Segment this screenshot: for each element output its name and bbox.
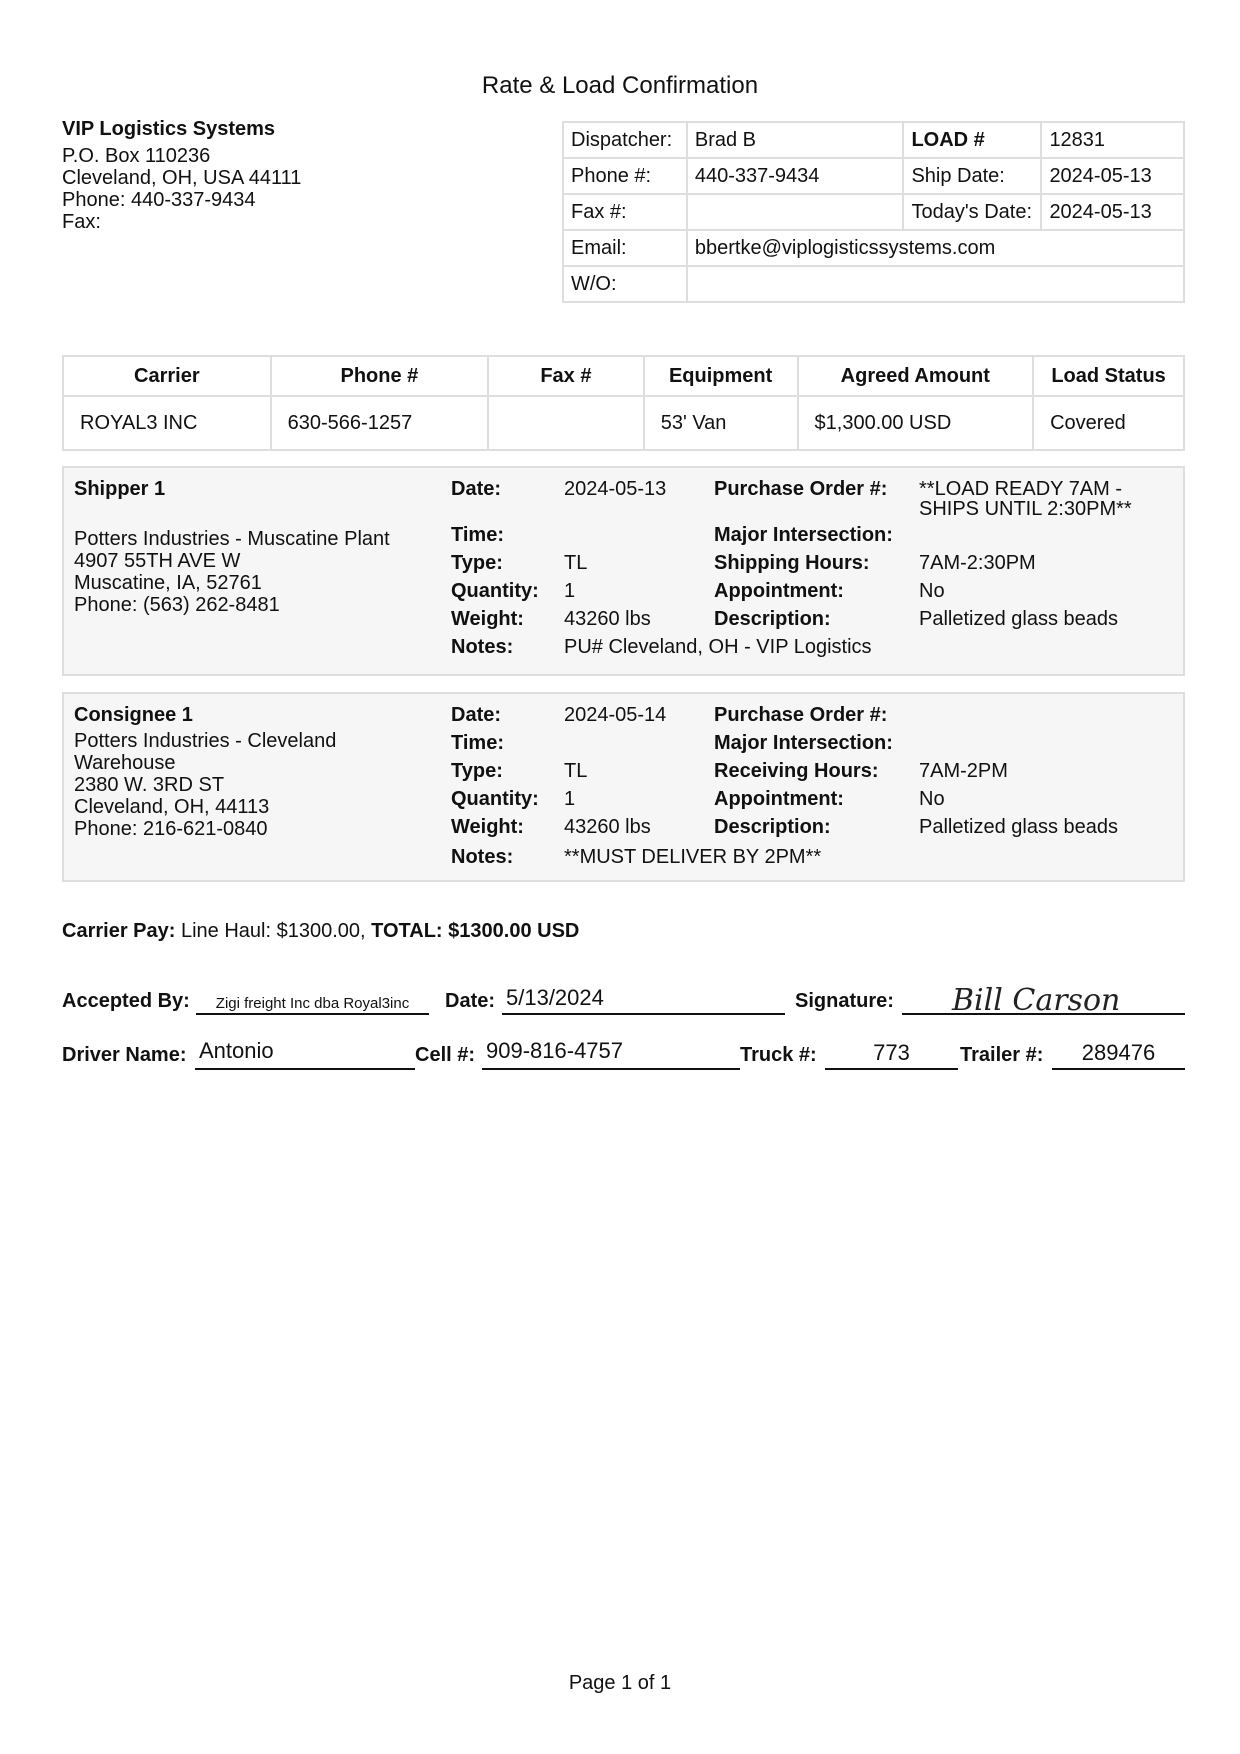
dispatch-fax-label: Fax #: — [563, 194, 687, 230]
shipper-time-label: Time: — [451, 524, 504, 546]
handwritten-signature — [902, 980, 1185, 1015]
driver-name-label: Driver Name: — [62, 1044, 187, 1066]
signature-field[interactable] — [902, 980, 1185, 1015]
consignee-appointment-value: No — [919, 788, 945, 810]
trailer-label: Trailer #: — [960, 1044, 1044, 1066]
consignee-type-label: Type: — [451, 760, 503, 782]
consignee-city: Cleveland, OH, 44113 — [74, 796, 270, 818]
company-fax: Fax: — [62, 211, 101, 233]
dispatch-phone-value: 440-337-9434 — [687, 158, 904, 194]
shipper-section — [62, 466, 1185, 676]
line-haul: Line Haul: $1300.00, — [180, 920, 366, 942]
carrier-table — [62, 355, 1185, 451]
consignee-appointment-label: Appointment: — [714, 788, 844, 810]
company-phone: Phone: 440-337-9434 — [62, 189, 256, 211]
signature-text: Bill Carson — [952, 983, 1121, 1015]
table-row — [63, 396, 1184, 450]
accept-date-field[interactable]: 5/13/2024 — [502, 985, 785, 1015]
carrier-pay-label: Carrier Pay: — [62, 920, 176, 942]
email-label: Email: — [563, 230, 687, 266]
consignee-intersection-label: Major Intersection: — [714, 732, 893, 754]
cell-field[interactable]: 909-816-4757 — [482, 1038, 740, 1070]
shipper-intersection-label: Major Intersection: — [714, 524, 893, 546]
consignee-hours-label: Receiving Hours: — [714, 760, 879, 782]
accepted-by-label: Accepted By: — [62, 990, 190, 1012]
work-order-label: W/O: — [563, 266, 687, 302]
carrier-name: ROYAL3 INC — [63, 396, 271, 450]
company-name: VIP Logistics Systems — [62, 118, 276, 140]
shipper-hours-label: Shipping Hours: — [714, 552, 870, 574]
shipper-title: Shipper 1 — [74, 478, 166, 500]
accept-date-label: Date: — [445, 990, 496, 1012]
shipper-po-line1: **LOAD READY 7AM - — [919, 478, 1123, 500]
page-number: Page 1 of 1 — [568, 1672, 672, 1694]
consignee-weight-value: 43260 lbs — [564, 816, 651, 838]
cell-label: Cell #: — [415, 1044, 476, 1066]
dispatch-details-table — [562, 121, 1185, 303]
shipper-hours-value: 7AM-2:30PM — [919, 552, 1036, 574]
shipper-type-label: Type: — [451, 552, 503, 574]
shipper-appointment-value: No — [919, 580, 945, 602]
shipper-description-value: Palletized glass beads — [919, 608, 1119, 630]
truck-label: Truck #: — [740, 1044, 817, 1066]
driver-name-field[interactable]: Antonio — [195, 1038, 415, 1070]
equipment: 53' Van — [644, 396, 798, 450]
truck-field[interactable]: 773 — [825, 1040, 958, 1070]
ship-date-label: Ship Date: — [903, 158, 1041, 194]
carrier-fax — [488, 396, 644, 450]
shipper-type-value: TL — [564, 552, 588, 574]
shipper-street: 4907 55TH AVE W — [74, 550, 241, 572]
consignee-street: 2380 W. 3RD ST — [74, 774, 225, 796]
shipper-po-label: Purchase Order #: — [714, 478, 888, 500]
company-info — [62, 118, 301, 233]
dispatch-fax-value — [687, 194, 904, 230]
consignee-po-label: Purchase Order #: — [714, 704, 888, 726]
consignee-description-value: Palletized glass beads — [919, 816, 1119, 838]
dispatch-phone-label: Phone #: — [563, 158, 687, 194]
load-number-label: LOAD # — [903, 122, 1041, 158]
shipper-weight-value: 43260 lbs — [564, 608, 651, 630]
consignee-type-value: TL — [564, 760, 588, 782]
consignee-hours-value: 7AM-2PM — [919, 760, 1008, 782]
carrier-pay-line — [62, 920, 579, 943]
todays-date-label: Today's Date: — [903, 194, 1041, 230]
todays-date-value: 2024-05-13 — [1041, 194, 1184, 230]
consignee-notes-label: Notes: — [451, 846, 514, 868]
header-fax: Fax # — [488, 356, 644, 396]
consignee-weight-label: Weight: — [451, 816, 524, 838]
consignee-notes-value: **MUST DELIVER BY 2PM** — [564, 846, 822, 868]
document-title: Rate & Load Confirmation — [481, 72, 759, 99]
ship-date-value: 2024-05-13 — [1041, 158, 1184, 194]
consignee-date-label: Date: — [451, 704, 502, 726]
trailer-field[interactable]: 289476 — [1052, 1040, 1185, 1070]
shipper-date-label: Date: — [451, 478, 502, 500]
shipper-quantity-value: 1 — [564, 580, 576, 602]
agreed-amount: $1,300.00 USD — [798, 396, 1034, 450]
email-value: bbertke@viplogisticssystems.com — [687, 230, 1184, 266]
total-label: TOTAL: — [371, 920, 443, 942]
shipper-po-line2: SHIPS UNTIL 2:30PM** — [919, 498, 1132, 520]
signature-label: Signature: — [795, 990, 894, 1012]
load-number-value: 12831 — [1041, 122, 1184, 158]
shipper-quantity-label: Quantity: — [451, 580, 539, 602]
consignee-name-line1: Potters Industries - Cleveland — [74, 730, 337, 752]
consignee-date-value: 2024-05-14 — [564, 704, 667, 726]
consignee-title: Consignee 1 — [74, 704, 193, 726]
header-load-status: Load Status — [1033, 356, 1184, 396]
load-status: Covered — [1033, 396, 1184, 450]
header-carrier: Carrier — [63, 356, 271, 396]
carrier-phone: 630-566-1257 — [271, 396, 489, 450]
shipper-date-value: 2024-05-13 — [564, 478, 667, 500]
accepted-by-field[interactable]: Zigi freight Inc dba Royal3inc — [196, 995, 429, 1015]
shipper-city: Muscatine, IA, 52761 — [74, 572, 262, 594]
company-address-line2: Cleveland, OH, USA 44111 — [62, 167, 302, 189]
company-address-line1: P.O. Box 110236 — [62, 145, 211, 167]
header-equipment: Equipment — [644, 356, 798, 396]
shipper-name: Potters Industries - Muscatine Plant — [74, 528, 390, 550]
shipper-appointment-label: Appointment: — [714, 580, 844, 602]
shipper-notes-value: PU# Cleveland, OH - VIP Logistics — [564, 636, 872, 658]
work-order-value — [687, 266, 1184, 302]
consignee-quantity-value: 1 — [564, 788, 576, 810]
consignee-time-label: Time: — [451, 732, 504, 754]
shipper-notes-label: Notes: — [451, 636, 514, 658]
dispatcher-value: Brad B — [687, 122, 904, 158]
shipper-weight-label: Weight: — [451, 608, 524, 630]
consignee-name-line2: Warehouse — [74, 752, 176, 774]
shipper-description-label: Description: — [714, 608, 831, 630]
header-agreed-amount: Agreed Amount — [798, 356, 1034, 396]
consignee-description-label: Description: — [714, 816, 831, 838]
total-amount: $1300.00 USD — [448, 920, 580, 942]
shipper-phone: Phone: (563) 262-8481 — [74, 594, 280, 616]
consignee-quantity-label: Quantity: — [451, 788, 539, 810]
consignee-section — [62, 692, 1185, 882]
header-phone: Phone # — [271, 356, 489, 396]
consignee-phone: Phone: 216-621-0840 — [74, 818, 268, 840]
dispatcher-label: Dispatcher: — [563, 122, 687, 158]
